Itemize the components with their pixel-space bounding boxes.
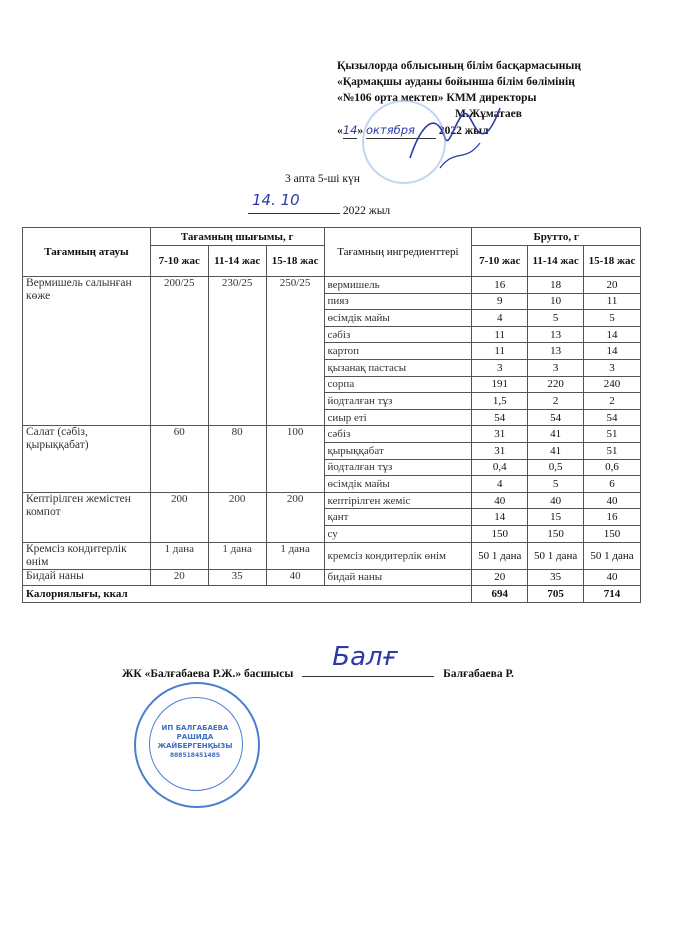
- ingredient-gross: 16: [472, 277, 528, 294]
- ingredient-gross: 13: [528, 343, 584, 360]
- ingredient-name: йодталған тұз: [324, 393, 472, 410]
- ingredient-name: пияз: [324, 293, 472, 310]
- menu-body: [23, 277, 641, 586]
- ingredient-name: сәбіз: [324, 426, 472, 443]
- ingredient-gross: 40: [584, 492, 641, 509]
- ingredient-gross: 2: [584, 393, 641, 410]
- dish-portion: 200: [150, 492, 208, 542]
- ingredient-name: қант: [324, 509, 472, 526]
- school-stamp: [362, 100, 446, 184]
- ingredient-gross: 40: [528, 492, 584, 509]
- dish-name: Бидай наны: [23, 569, 151, 586]
- ingredient-gross: 50 1 дана: [584, 542, 641, 569]
- ingredient-gross: 150: [584, 525, 641, 542]
- ingredient-name: кептірілген жеміс: [324, 492, 472, 509]
- ingredient-gross: 35: [528, 569, 584, 586]
- ingredient-gross: 4: [472, 310, 528, 327]
- ingredient-gross: 51: [584, 426, 641, 443]
- ingredient-gross: 31: [472, 426, 528, 443]
- menu-date-year: 2022 жыл: [342, 205, 391, 217]
- approval-line-1: Қызылорда облысының білім басқармасының: [337, 60, 581, 72]
- ingredient-name: өсімдік майы: [324, 476, 472, 493]
- ingredient-name: сиыр еті: [324, 409, 472, 426]
- dish-portion: 200/25: [150, 277, 208, 426]
- ingredient-gross: 0,5: [528, 459, 584, 476]
- ingredient-gross: 31: [472, 442, 528, 459]
- calories-row: [23, 586, 641, 603]
- ingredient-gross: 54: [584, 409, 641, 426]
- approval-day: 14: [342, 123, 358, 137]
- dish-portion: 1 дана: [266, 542, 324, 569]
- table-row: [23, 492, 641, 509]
- gross-age-2: 11-14 жас: [528, 246, 584, 277]
- approval-line-2: «Қармақшы ауданы бойынша білім бөлімінің: [337, 76, 575, 88]
- ingredient-name: сорпа: [324, 376, 472, 393]
- ingredient-gross: 41: [528, 426, 584, 443]
- header-yield: Тағамның шығымы, г: [150, 228, 324, 246]
- approval-date: «14» октября 2022 жыл: [337, 123, 489, 137]
- ingredient-name: сәбіз: [324, 326, 472, 343]
- ingredient-gross: 5: [528, 476, 584, 493]
- ingredient-gross: 6: [584, 476, 641, 493]
- stamp-line-3: ЖАЙБЕРГЕНҚЫЗЫ: [157, 742, 233, 750]
- dish-name: Вермишель салынған көже: [23, 277, 151, 426]
- ingredient-gross: 0,6: [584, 459, 641, 476]
- ingredient-gross: 191: [472, 376, 528, 393]
- ingredient-gross: 14: [584, 343, 641, 360]
- dish-portion: 1 дана: [150, 542, 208, 569]
- header-ingredients: Тағамның ингредиенттері: [324, 228, 472, 277]
- ingredient-name: қызанақ пастасы: [324, 359, 472, 376]
- ingredient-gross: 13: [528, 326, 584, 343]
- gross-age-1: 7-10 жас: [472, 246, 528, 277]
- ingredient-name: йодталған тұз: [324, 459, 472, 476]
- ingredient-gross: 11: [472, 343, 528, 360]
- ingredient-name: вермишель: [324, 277, 472, 294]
- ingredient-gross: 11: [472, 326, 528, 343]
- dish-portion: 40: [266, 569, 324, 586]
- ingredient-gross: 10: [528, 293, 584, 310]
- ingredient-gross: 54: [528, 409, 584, 426]
- ingredient-name: бидай наны: [324, 569, 472, 586]
- ingredient-gross: 9: [472, 293, 528, 310]
- ingredient-gross: 11: [584, 293, 641, 310]
- ingredient-gross: 15: [528, 509, 584, 526]
- ingredient-gross: 40: [584, 569, 641, 586]
- dish-portion: 200: [266, 492, 324, 542]
- supplier-signature-line: [122, 642, 514, 680]
- header-gross: Брутто, г: [472, 228, 641, 246]
- dish-portion: 1 дана: [208, 542, 266, 569]
- stamp-text: [155, 724, 235, 760]
- menu-date-hand: 14. 10: [252, 191, 300, 209]
- dish-portion: 100: [266, 426, 324, 492]
- supplier-name: Балғабаева Р.: [443, 668, 514, 680]
- ingredient-gross: 150: [528, 525, 584, 542]
- ingredient-gross: 50 1 дана: [472, 542, 528, 569]
- approval-month: октября: [366, 122, 436, 139]
- ingredient-gross: 54: [472, 409, 528, 426]
- dish-portion: 60: [150, 426, 208, 492]
- dish-portion: 35: [208, 569, 266, 586]
- calories-value: 705: [528, 586, 584, 603]
- table-row: [23, 277, 641, 294]
- ingredient-gross: 4: [472, 476, 528, 493]
- supplier-label: ЖК «Балғабаева Р.Ж.» басшысы: [122, 668, 294, 680]
- dish-portion: 80: [208, 426, 266, 492]
- menu-date: [248, 191, 391, 217]
- ingredient-name: қырыққабат: [324, 442, 472, 459]
- ingredient-gross: 240: [584, 376, 641, 393]
- ingredient-gross: 14: [584, 326, 641, 343]
- ingredient-gross: 3: [472, 359, 528, 376]
- ingredient-name: картоп: [324, 343, 472, 360]
- ingredient-gross: 3: [528, 359, 584, 376]
- ingredient-gross: 40: [472, 492, 528, 509]
- ingredient-gross: 14: [472, 509, 528, 526]
- calories-value: 694: [472, 586, 528, 603]
- week-day: 3 апта 5-ші күн: [285, 173, 360, 185]
- stamp-line-2: РАШИДА: [176, 733, 214, 741]
- ingredient-gross: 16: [584, 509, 641, 526]
- ingredient-gross: 150: [472, 525, 528, 542]
- ingredient-gross: 220: [528, 376, 584, 393]
- dish-name: Кремсіз кондитерлік өнім: [23, 542, 151, 569]
- calories-label: Калориялығы, ккал: [23, 586, 472, 603]
- ingredient-gross: 18: [528, 277, 584, 294]
- calories-value: 714: [584, 586, 641, 603]
- ingredient-gross: 3: [584, 359, 641, 376]
- supplier-signature: Балғ: [332, 642, 398, 672]
- menu-table: [22, 227, 641, 603]
- table-row: [23, 426, 641, 443]
- ingredient-name: су: [324, 525, 472, 542]
- ingredient-gross: 5: [584, 310, 641, 327]
- header-dish: Тағамның атауы: [23, 228, 151, 277]
- gross-age-3: 15-18 жас: [584, 246, 641, 277]
- ingredient-gross: 0,4: [472, 459, 528, 476]
- ingredient-gross: 50 1 дана: [528, 542, 584, 569]
- ingredient-gross: 51: [584, 442, 641, 459]
- dish-portion: 20: [150, 569, 208, 586]
- dish-portion: 200: [208, 492, 266, 542]
- director-name: М.Жұматаев: [455, 108, 522, 120]
- ingredient-gross: 20: [584, 277, 641, 294]
- approval-line-3: «№106 орта мектеп» КММ директоры: [337, 92, 537, 104]
- ingredient-name: кремсіз кондитерлік өнім: [324, 542, 472, 569]
- table-row: [23, 542, 641, 569]
- dish-name: Кептірілген жемістен компот: [23, 492, 151, 542]
- ingredient-name: өсімдік майы: [324, 310, 472, 327]
- dish-portion: 250/25: [266, 277, 324, 426]
- ingredient-gross: 41: [528, 442, 584, 459]
- stamp-line-4: 888518451485: [169, 752, 221, 759]
- ingredient-gross: 2: [528, 393, 584, 410]
- ingredient-gross: 5: [528, 310, 584, 327]
- ingredient-gross: 1,5: [472, 393, 528, 410]
- dish-portion: 230/25: [208, 277, 266, 426]
- approval-year: 2022 жыл: [438, 125, 489, 137]
- dish-name: Салат (сәбіз, қырыққабат): [23, 426, 151, 492]
- ingredient-gross: 20: [472, 569, 528, 586]
- yield-age-3: 15-18 жас: [266, 246, 324, 277]
- yield-age-1: 7-10 жас: [150, 246, 208, 277]
- yield-age-2: 11-14 жас: [208, 246, 266, 277]
- table-row: [23, 569, 641, 586]
- stamp-line-1: ИП БАЛГАБАЕВА: [161, 724, 229, 732]
